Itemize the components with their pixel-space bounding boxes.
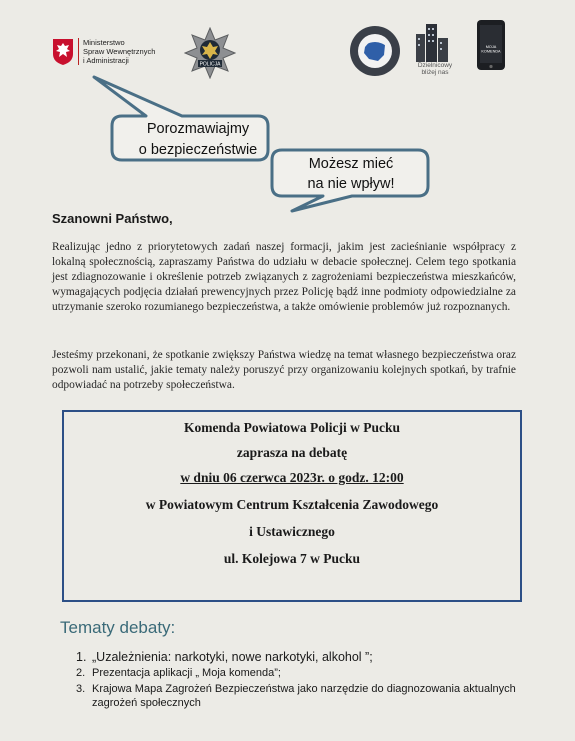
venue-address: ul. Kolejowa 7 w Pucku: [223, 551, 361, 566]
ministry-line-3: i Administracji: [83, 56, 129, 65]
paragraph-1: Realizując jedno z priorytetowych zadań naszej formacji, jakim jest zacieśnianie współpracy z lokalną społecznością, zapraszamy Państwa do udziału w debacie społecznej. Celem tego spotkania jest zdiagnozowanie i określenie potrzeb związanych z zagrożeniami bezpieczeństwa mieszkańców, wymagających podjęcia działań prewencyjnych przez Policję bądź inne podmioty odpowiedzialne za utrzymanie szeroko rozumianego bezpieczeństwa, a także omówienie problemów już rozpoznanych.: [52, 241, 516, 313]
left-bubble-text: [132, 119, 264, 161]
greeting: Szanowni Państwo,: [52, 211, 173, 226]
topic-number: 3.: [76, 683, 86, 695]
invitation-box: [62, 410, 522, 602]
topics-title: Tematy debaty:: [60, 618, 176, 637]
paragraph-2: Jesteśmy przekonani, że spotkanie zwiększy Państwa wiedzę na temat własnego bezpieczeństwa oraz pozwoli nam ustalić, jakie tematy należy poruszyć przy organizowaniu kolejnych spotkań, by trafnie odpowiadać na potrzeby społeczeństwa.: [52, 349, 516, 391]
topic-text: „Uzależnienia: narkotyki, nowe narkotyki, alkohol ”;: [92, 650, 373, 664]
topic-text: Prezentacja aplikacji „ Moja komenda”;: [92, 667, 281, 679]
right-bubble-text: [286, 154, 416, 194]
ministry-line-2: Spraw Wewnętrznych: [83, 47, 156, 56]
left-bubble-line-2: o bezpieczeństwie: [138, 142, 258, 158]
ministry-line-1: Ministerstwo: [83, 38, 125, 47]
svg-text:POLICJA: POLICJA: [199, 61, 221, 68]
right-bubble-line-1: Możesz mieć: [308, 156, 394, 172]
venue-line-2: i Ustawicznego: [249, 524, 335, 539]
topic-item: [76, 650, 373, 664]
venue-line-1: w Powiatowym Centrum Kształcenia Zawodowego: [145, 497, 439, 512]
topic-text: Krajowa Mapa Zagrożeń Bezpieczeństwa jako narzędzie do diagnozowania aktualnych zagrożeń społecznych: [92, 683, 516, 709]
invite-line: zaprasza na debatę: [236, 445, 348, 460]
dzielnicowy-logo-text: Dzielnicowy bliżej nas: [417, 62, 453, 76]
topic-number: 1.: [76, 650, 87, 664]
svg-text:MOJA: MOJA: [485, 45, 497, 49]
svg-text:KOMENDA: KOMENDA: [481, 49, 501, 54]
topic-number: 2.: [76, 667, 86, 679]
topic-item: [76, 682, 532, 710]
right-bubble-line-2: na nie wpływ!: [307, 176, 395, 192]
topic-item: [76, 667, 281, 679]
event-datetime: w dniu 06 czerwca 2023r. o godz. 12:00: [180, 470, 404, 485]
left-bubble-line-1: Porozmawiajmy: [146, 121, 250, 137]
organizer: Komenda Powiatowa Policji w Pucku: [184, 420, 400, 435]
